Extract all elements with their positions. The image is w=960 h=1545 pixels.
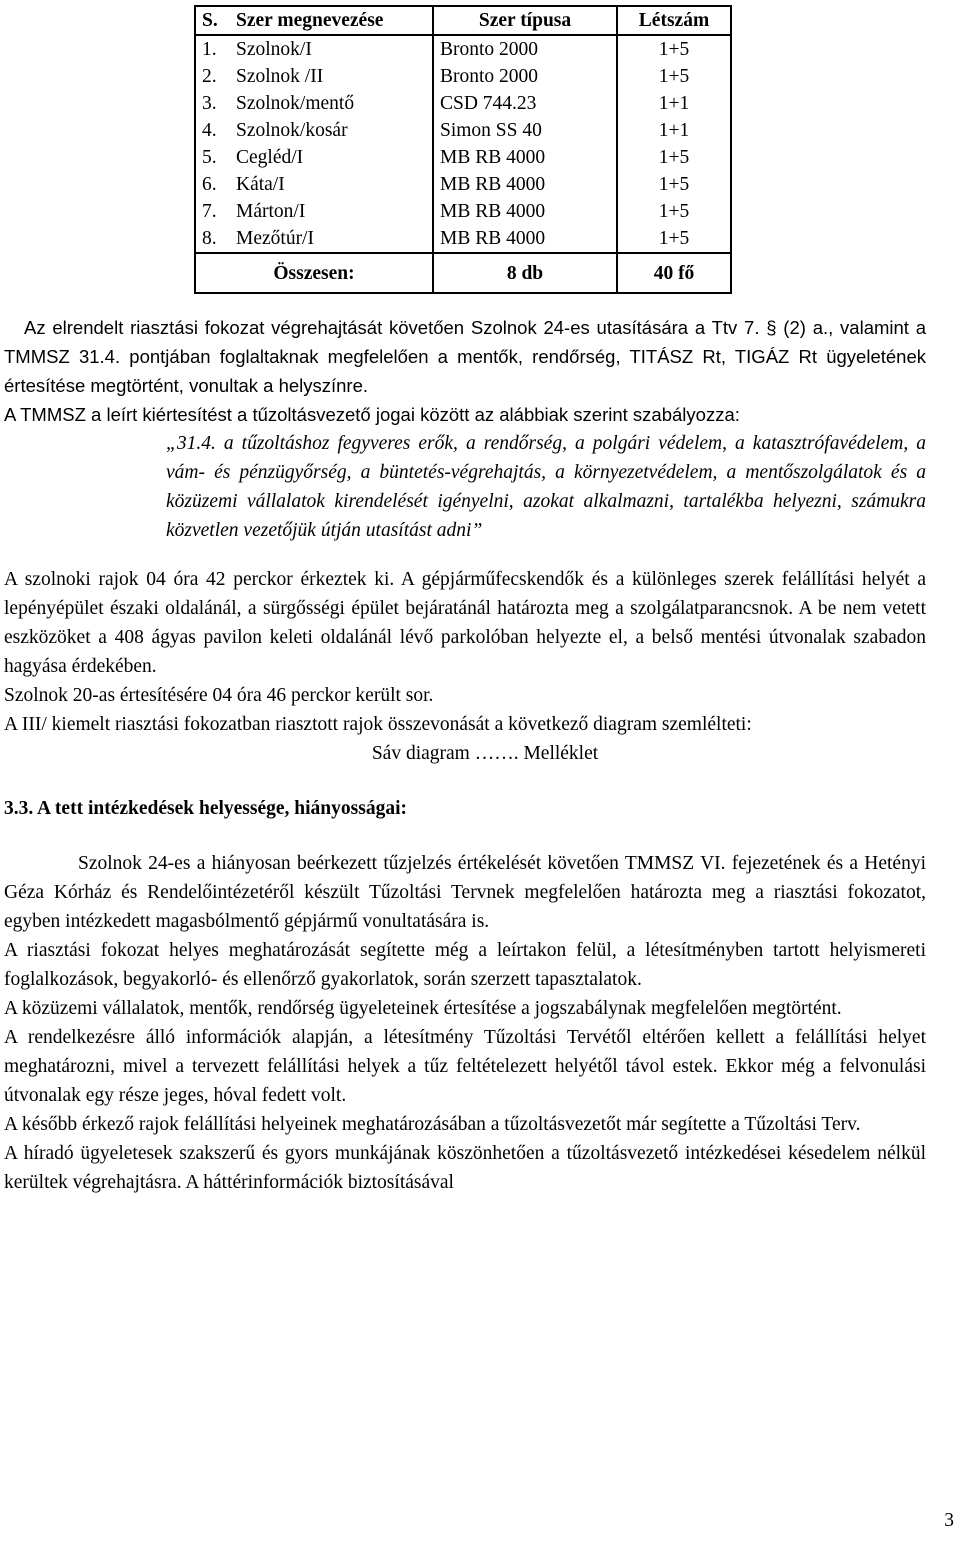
diagram-reference: Sáv diagram ……. Melléklet [371, 743, 599, 764]
paragraph-arrival: A szolnoki rajok 04 óra 42 perckor érkeztek ki. A gépjárműfecskendők és a különleges szerek felállítási helyét a lepényépület északi oldalánál, a sürgősségi épület bejáratánál határozta meg a szolgálatparancsnok. A be nem vetett eszközöket a 408 ágyas pavilon keleti oldalánál lévő parkolóban helyezte el, a belső mentési útvonalak szabadon hagyása érdekében. [4, 569, 926, 677]
document-page [4, 5, 926, 1197]
paragraph-tmmsz-rule: A TMMSZ a leírt kiértesítést a tűzoltásvezető jogai között az alábbiak szerint szabályozza: [4, 404, 740, 425]
paragraph-notification: Az elrendelt riasztási fokozat végrehajtását követően Szolnok 24-es utasítására a Ttv 7. § (2) a., valamint a TMMSZ 31.4. pontjában foglaltaknak megfelelően a mentők, rendőrség, TITÁSZ Rt, TIGÁZ Rt ügyeletének értesítése megtörtént, vonultak a helyszínre. [4, 317, 926, 396]
header-count: Létszám [617, 6, 731, 35]
header-serial: S. [202, 10, 218, 31]
section-heading-3-3: 3.3. A tett intézkedések helyessége, hiányosságai: [4, 798, 407, 819]
table-header-row [195, 6, 731, 35]
total-count: 40 fő [617, 253, 731, 293]
units-table [194, 5, 732, 294]
table-row: 8. Mezőtúr/I MB RB 4000 1+5 [195, 225, 731, 253]
total-label: Összesen: [195, 253, 433, 293]
paragraph-experience: A riasztási fokozat helyes meghatározását segítette még a leírtakon felül, a létesítményben tartott helyismereti foglalkozások, begyakorló- és ellenőrző gyakorlatok, során szerzett tapasztalatok. [4, 940, 926, 990]
table-row: 6. Káta/I MB RB 4000 1+5 [195, 171, 731, 198]
table-row: 3. Szolnok/mentő CSD 744.23 1+1 [195, 90, 731, 117]
quote-tmmsz-31-4: „31.4. a tűzoltáshoz fegyveres erők, a rendőrség, a polgári védelem, a katasztrófavédelem, a vám- és pénzügyőrség, a büntetés-végrehajtás, a környezetvédelem, a mentőszolgálatok és a közüzemi vállalatok kirendelését igényelni, azokat alkalmazni, tartalékba helyezni, számukra közvetlen vezetőjük útján utasítást adni” [166, 433, 926, 541]
paragraph-later-units: A később érkező rajok felállítási helyeinek meghatározásában a tűzoltásvezetőt már segítette a Tűzoltási Terv. [4, 1114, 861, 1135]
paragraph-diagram-intro: A III/ kiemelt riasztási fokozatban riasztott rajok összevonását a következő diagram szemlélteti: [4, 714, 752, 735]
table-total-row [195, 253, 731, 293]
table-row: 2. Szolnok /II Bronto 2000 1+5 [195, 63, 731, 90]
table-row: 1. Szolnok/I Bronto 2000 1+5 [195, 35, 731, 63]
page-number: 3 [944, 1510, 954, 1531]
header-name: S. Szer megnevezése [195, 6, 433, 35]
table-body [195, 35, 731, 253]
total-type: 8 db [433, 253, 617, 293]
table-row: 7. Márton/I MB RB 4000 1+5 [195, 198, 731, 225]
table-row: 4. Szolnok/kosár Simon SS 40 1+1 [195, 117, 731, 144]
paragraph-setup-location: A rendelkezésre álló információk alapján, a létesítmény Tűzoltási Tervétől eltérően kellett a felállítási helyet meghatározni, mivel a tervezett felállítási helyek a tűz feltételezett helyétől távol estek. Ekkor még a felvonulási útvonalak egy része jeges, hóval fedett volt. [4, 1027, 926, 1106]
paragraph-notification-20: Szolnok 20-as értesítésére 04 óra 46 perckor került sor. [4, 685, 434, 706]
paragraph-utilities: A közüzemi vállalatok, mentők, rendőrség ügyeleteinek értesítése a jogszabálynak megfelelően megtörtént. [4, 998, 842, 1019]
paragraph-alarm-level: Szolnok 24-es a hiányosan beérkezett tűzjelzés értékelését követően TMMSZ VI. fejezetének és a Hetényi Géza Kórház és Rendelőintézetéről készült Tűzoltási Tervnek megfelelően határozta meg a riasztási fokozatot, egyben intézkedett magasbólmentő gépjármű vonultatására is. [4, 853, 926, 932]
header-type: Szer típusa [433, 6, 617, 35]
paragraph-dispatchers: A híradó ügyeletesek szakszerű és gyors munkájának köszönhetően a tűzoltásvezető intézkedései késedelem nélkül kerültek végrehajtásra. A háttérinformációk biztosításával [4, 1143, 926, 1193]
table-row: 5. Cegléd/I MB RB 4000 1+5 [195, 144, 731, 171]
